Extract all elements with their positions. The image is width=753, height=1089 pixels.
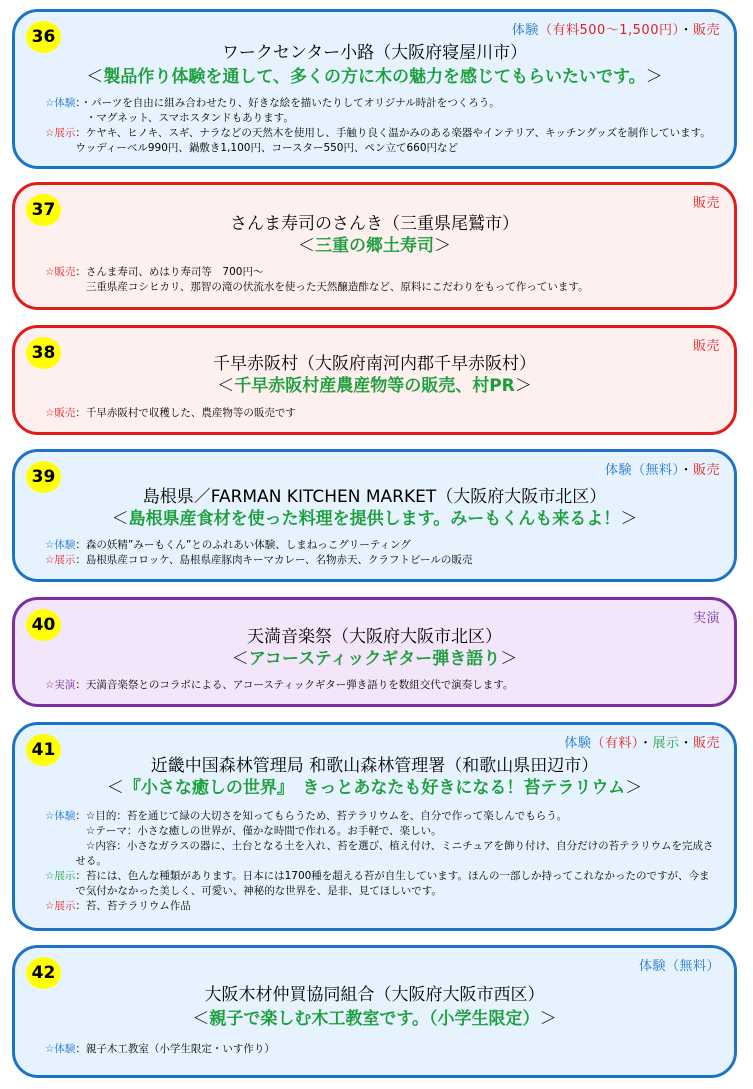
tag-part: 展示: [652, 736, 680, 751]
exhibitor-title: 島根県／FARMAN KITCHEN MARKET（大阪府大阪市北区）: [142, 487, 607, 507]
description-block: [45, 265, 714, 295]
tag-part: ・: [679, 736, 693, 751]
exhibitor-subtitle: ＜親子で楽しむ木工教室です。（小学生限定）＞: [192, 1009, 557, 1029]
tag-part: 体験（無料）: [638, 959, 720, 974]
exhibitor-title: 大阪木材仲買協同組合（大阪府大阪市西区）: [204, 985, 545, 1005]
tag-part: ・: [679, 23, 693, 38]
description-row: [45, 126, 714, 156]
description-label: ☆販売: [45, 407, 76, 419]
tag-part: ・: [638, 736, 653, 751]
description-row: [45, 553, 714, 568]
exhibitor-card-42: [12, 945, 737, 1078]
exhibitor-card-41: [12, 722, 737, 931]
tag-part: 実演: [692, 611, 720, 626]
description-row: [45, 265, 714, 295]
exhibitor-card-40: [12, 597, 737, 707]
description-text: ：☆目的：苔を通じて緑の大切さを知ってもらうため、苔テラリウムを、自分で作って楽しんでもらう。 ☆テーマ：小さな癒しの世界が、僅かな時間で作れる。お手軽で、楽しい。 ☆内容：小さなガラスの器に、土台となる土を入れ、苔を選び、植え付け、ミニチュアを飾り付け、自分だけの苔テラリウムを完成させる。: [75, 810, 714, 867]
card-number-badge: 36: [26, 21, 61, 53]
description-label: ☆展示: [45, 554, 76, 566]
description-text: ：森の妖精”みーもくん”とのふれあい体験、しまねっこグリーティング: [75, 539, 411, 551]
card-number-badge: 38: [26, 337, 61, 369]
card-number-badge: 41: [26, 734, 61, 766]
description-row: [45, 899, 714, 914]
exhibitor-subtitle: ＜アコースティックギター弾き語り＞: [231, 649, 518, 669]
description-block: [45, 809, 714, 914]
description-text: ：親子木工教室（小学生限定・いす作り）: [75, 1043, 275, 1055]
description-text: ：島根県産コロッケ、島根県産豚肉キーマカレー、名物赤天、クラフトビールの販売: [75, 554, 473, 566]
exhibitor-title: 千早赤阪村（大阪府南河内郡千早赤阪村）: [213, 354, 536, 374]
tag-part: 体験（無料）: [604, 463, 680, 478]
tag-part: ・: [679, 463, 693, 478]
category-tag: [605, 459, 720, 478]
exhibitor-title: 近畿中国森林管理局 和歌山森林管理署（和歌山県田辺市）: [150, 756, 599, 776]
tag-part: 体験: [564, 736, 592, 751]
description-label: ☆展示: [45, 900, 76, 912]
description-row: [45, 1042, 714, 1057]
description-text: ：苔、苔テラリウム作品: [75, 900, 191, 912]
description-block: [45, 538, 714, 568]
description-label: ☆体験: [45, 539, 76, 551]
category-tag: [564, 732, 720, 751]
description-row: [45, 869, 714, 899]
tag-part: 体験: [511, 23, 539, 38]
description-text: ：ケヤキ、ヒノキ、スギ、ナラなどの天然木を使用し、手触り良く温かみのある楽器やインテリア、キッチングッズを制作しています。ウッディーベル990円、鍋敷き1,100円、コースター550円、ペン立て660円など: [75, 127, 711, 154]
description-label: ☆実演: [45, 679, 76, 691]
exhibitor-card-36: [12, 9, 737, 169]
tag-part: （有料500～1,500円）: [538, 23, 680, 38]
exhibitor-title: さんま寿司のさんき（三重県尾鷲市）: [230, 214, 519, 234]
description-row: [45, 406, 714, 421]
card-number-badge: 40: [26, 609, 61, 641]
description-block: [45, 1042, 714, 1057]
card-number-badge: 42: [26, 957, 61, 989]
exhibitor-title: ワークセンター小路（大阪府寝屋川市）: [221, 43, 528, 63]
exhibitor-subtitle: ＜三重の郷土寿司＞: [298, 236, 451, 256]
description-row: [45, 96, 714, 126]
description-text: ：千早赤阪村で収穫した、農産物等の販売です: [75, 407, 296, 419]
description-text: ：天満音楽祭とのコラボによる、アコースティックギター弾き語りを数組交代で演奏します。: [75, 679, 514, 691]
tag-part: 販売: [692, 463, 720, 478]
tag-part: 販売: [692, 23, 720, 38]
description-label: ☆体験: [45, 97, 76, 109]
description-text: ：苔には、色んな種類があります。日本には1700種を超える苔が自生しています。ほんの一部しか持ってこれなかったのですが、今まで気付かなかった美しく、可愛い、神秘的な世界を、是非、見てほしいです。: [75, 870, 710, 897]
description-block: [45, 406, 714, 421]
description-label: ☆体験: [45, 1043, 76, 1055]
tag-part: 販売: [692, 339, 720, 354]
exhibitor-card-38: [12, 325, 737, 435]
exhibitor-subtitle: ＜『小さな癒しの世界』 きっとあなたも好きになる！苔テラリウム＞: [106, 778, 643, 798]
description-row: [45, 678, 714, 693]
description-block: [45, 96, 714, 156]
exhibitor-card-39: [12, 449, 737, 582]
description-text: ：・パーツを自由に組み合わせたり、好きな絵を描いたりしてオリジナル時計をつくろう。 ・マグネット、スマホスタンドもあります。: [75, 97, 500, 124]
tag-part: 販売: [692, 736, 720, 751]
description-row: [45, 538, 714, 553]
exhibitor-subtitle: ＜製品作り体験を通して、多くの方に木の魅力を感じてもらいたいです。＞: [86, 67, 663, 87]
category-tag: [512, 19, 720, 38]
description-label: ☆展示: [45, 870, 76, 882]
description-label: ☆展示: [45, 127, 76, 139]
description-label: ☆体験: [45, 810, 76, 822]
exhibitor-subtitle: ＜千早赤阪村産農産物等の販売、村PR＞: [217, 376, 532, 396]
description-label: ☆販売: [45, 266, 76, 278]
tag-part: 販売: [692, 196, 720, 211]
tag-part: （有料）: [591, 736, 639, 751]
description-row: [45, 809, 714, 869]
exhibitor-title: 天満音楽祭（大阪府大阪市北区）: [247, 627, 502, 647]
description-block: [45, 678, 714, 693]
exhibitor-card-37: [12, 182, 737, 310]
card-number-badge: 37: [26, 194, 61, 226]
card-number-badge: 39: [26, 461, 61, 493]
category-tag: [639, 955, 720, 974]
description-text: ：さんま寿司、めはり寿司等 700円～ 三重県産コシヒカリ、那智の滝の伏流水を使った天然醸造酢など、原料にこだわりをもって作っています。: [75, 266, 589, 293]
exhibitor-subtitle: ＜島根県産食材を使った料理を提供します。みーもくんも来るよ！＞: [111, 509, 638, 529]
